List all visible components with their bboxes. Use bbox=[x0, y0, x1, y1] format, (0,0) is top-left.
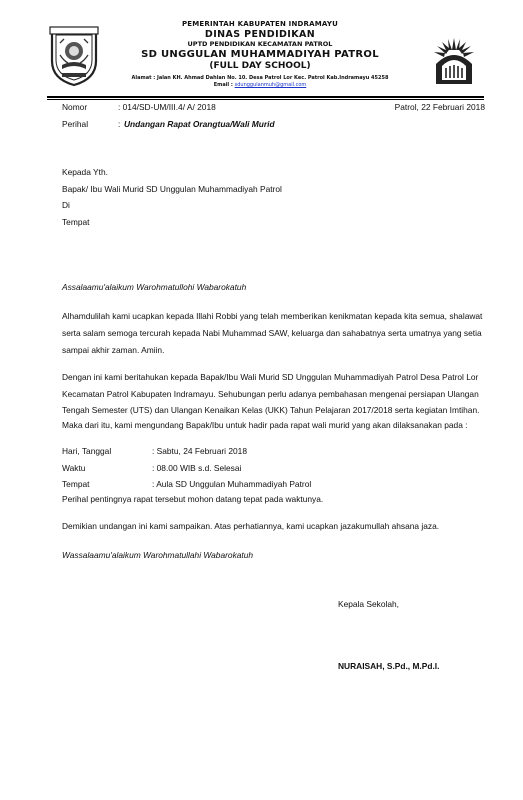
closing-paragraph: Demikian undangan ini kami sampaikan. Atas perhatiannya, kami ucapkan jazakumullah ahsana jaza. bbox=[62, 521, 440, 531]
attendance-note: Perihal pentingnya rapat tersebut mohon datang tepat pada waktunya. bbox=[62, 494, 324, 504]
signature-name: NURAISAH, S.Pd., M.Pd.I. bbox=[338, 661, 440, 671]
paragraph-2-line-4: Maka dari itu, kami mengundang Bapak/Ibu untuk hadir pada rapat wali murid yang akan dilaksanakan pada : bbox=[62, 420, 468, 430]
opening-salam: Assalaamu'alaikum Warohmatullohi Wabarokatuh bbox=[62, 282, 247, 292]
letterhead-school-type: (FULL DAY SCHOOL) bbox=[209, 61, 311, 71]
detail-value-date: : Sabtu, 24 Februari 2018 bbox=[152, 446, 247, 456]
recipient-line-4: Tempat bbox=[62, 217, 90, 227]
letterhead-divider-thick bbox=[47, 96, 484, 98]
paragraph-1-line-1: Alhamdulilah kami ucapkan kepada Illahi Robbi yang telah memberikan kenikmatan kepada kita semua, shalawat bbox=[62, 311, 483, 321]
detail-label-date: Hari, Tanggal bbox=[62, 446, 112, 456]
recipient-line-1: Kepada Yth. bbox=[62, 167, 108, 177]
closing-salam: Wassalaamu'alaikum Warohmatullahi Wabarokatuh bbox=[62, 550, 254, 560]
detail-value-time: : 08.00 WIB s.d. Selesai bbox=[152, 463, 242, 473]
recipient-line-3: Di bbox=[62, 200, 70, 210]
letterhead-uptd: UPTD PENDIDIKAN KECAMATAN PATROL bbox=[187, 40, 333, 48]
perihal-value: Undangan Rapat Orangtua/Wali Murid bbox=[124, 119, 275, 129]
paragraph-2-line-1: Dengan ini kami beritahukan kepada Bapak/Ibu Wali Murid SD Unggulan Muhammadiyah Patrol Desa Patrol Lor bbox=[62, 372, 479, 382]
letterhead-school-name: SD UNGGULAN MUHAMMADIYAH PATROL bbox=[141, 49, 379, 60]
detail-value-place: : Aula SD Unggulan Muhammadiyah Patrol bbox=[152, 479, 312, 489]
email-label: Email : bbox=[213, 82, 233, 88]
recipient-line-2: Bapak/ Ibu Wali Murid SD Unggulan Muhammadiyah Patrol bbox=[62, 184, 282, 194]
letterhead-divider-thin bbox=[47, 99, 484, 100]
nomor-value: : 014/SD-UM/III.4/ A/ 2018 bbox=[118, 102, 216, 112]
muhammadiyah-sun-emblem bbox=[428, 36, 480, 86]
nomor-label: Nomor bbox=[62, 102, 88, 112]
signature-title: Kepala Sekolah, bbox=[338, 599, 399, 609]
email-link[interactable]: sdunggulanmuh@gmail.com bbox=[234, 82, 307, 88]
letterhead-department: DINAS PENDIDIKAN bbox=[204, 29, 316, 40]
perihal-colon: : bbox=[118, 119, 121, 129]
detail-label-place: Tempat bbox=[62, 479, 90, 489]
paragraph-2-line-3: Tengah Semester (UTS) dan Ulangan Kenaikan Kelas (UKK) Tahun Pelajaran 2017/2018 serta kegiatan Imtihan. bbox=[62, 405, 480, 415]
letterhead-address: Alamat : Jalan KH. Ahmad Dahlan No. 10. Desa Patrol Lor Kec. Patrol Kab.Indramayu 45258 bbox=[131, 75, 389, 81]
paragraph-2-line-2: Kecamatan Patrol Kabupaten Indramayu. Sehubungan perlu adanya pembahasan mengenai persiapan Ulangan bbox=[62, 389, 479, 399]
paragraph-1-line-3: sampai akhir zaman. Amiin. bbox=[62, 345, 165, 355]
letterhead-government: PEMERINTAH KABUPATEN INDRAMAYU bbox=[181, 20, 339, 28]
detail-label-time: Waktu bbox=[62, 463, 86, 473]
kabupaten-indramayu-emblem bbox=[48, 25, 100, 87]
perihal-label: Perihal bbox=[62, 119, 89, 129]
letterhead-email-line bbox=[110, 82, 410, 89]
paragraph-1-line-2: serta salam semoga tercurah kepada Nabi Muhammad SAW, keluarga dan sahabatnya serta umatnya yang setia bbox=[62, 328, 482, 338]
letter-date: Patrol, 22 Februari 2018 bbox=[394, 102, 485, 112]
letterhead bbox=[110, 20, 410, 89]
